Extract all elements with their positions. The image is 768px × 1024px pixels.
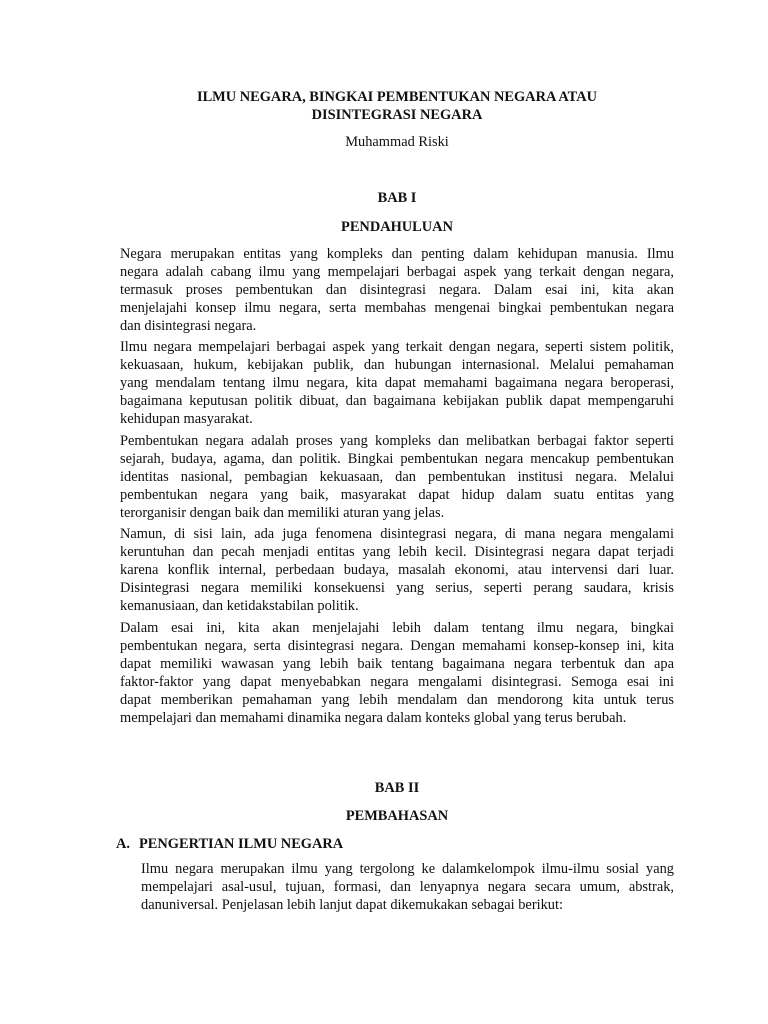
paragraph-line: terorganisir dengan baik dan memiliki aturan yang jelas. bbox=[120, 505, 445, 522]
paragraph bbox=[120, 619, 674, 728]
paragraph bbox=[120, 338, 674, 428]
paragraph-line: identitas nasional, pembagian kekuasaan, dan pembentukan institusi negara. Melalui bbox=[120, 469, 674, 486]
paragraph-line: dapat memiliki wawasan yang lebih baik tentang bagaimana negara terbentuk dan apa bbox=[120, 656, 674, 673]
chapter-title: PEMBAHASAN bbox=[345, 808, 449, 824]
paragraph-line: Ilmu negara mempelajari berbagai aspek yang terkait dengan negara, seperti sistem politik, bbox=[120, 339, 674, 355]
document-title bbox=[120, 88, 674, 124]
paragraph bbox=[141, 860, 674, 914]
paragraph-line: Ilmu negara merupakan ilmu yang tergolong ke dalamkelompok ilmu-ilmu sosial yang bbox=[141, 861, 674, 877]
paragraph-line: pembentukan negara, serta disintegrasi negara. Dengan memahami konsep-konsep ini, kita bbox=[120, 638, 674, 655]
paragraph-line: Pembentukan negara adalah proses yang kompleks dan melibatkan berbagai faktor seperti bbox=[120, 433, 674, 449]
paragraph-line: sejarah, budaya, agama, dan politik. Bingkai pembentukan negara mencakup pembentukan bbox=[120, 451, 674, 468]
paragraph bbox=[120, 432, 674, 522]
paragraph-line: Disintegrasi negara memiliki konsekuensi yang serius, seperti perang saudara, krisis bbox=[120, 580, 674, 597]
chapter-number: BAB II bbox=[374, 780, 420, 796]
paragraph-line: bagaimana keputusan politik dibuat, dan bagaimana kebijakan publik dapat mempengaruhi bbox=[120, 393, 674, 410]
paragraph-line: pembentukan negara yang baik, masyarakat dapat hidup dalam suatu entitas yang bbox=[120, 487, 674, 504]
section-marker: A. bbox=[116, 836, 130, 852]
paragraph bbox=[120, 525, 674, 615]
paragraph-line: danuniversal. Penjelasan lebih lanjut dapat dikemukakan sebagai berikut: bbox=[141, 897, 563, 914]
paragraph-line: kehidupan masyarakat. bbox=[120, 411, 253, 428]
paragraph-line: Namun, di sisi lain, ada juga fenomena disintegrasi negara, di mana negara mengalami bbox=[120, 526, 674, 542]
paragraph-line: kemanusiaan, dan ketidakstabilan politik. bbox=[120, 598, 359, 615]
paragraph-line: dan disintegrasi negara. bbox=[120, 318, 257, 335]
paragraph-line: negara adalah cabang ilmu yang mempelajari berbagai aspek yang terkait dengan negara, bbox=[120, 264, 674, 281]
paragraph-line: keruntuhan dan pecah menjadi entitas yang lebih kecil. Disintegrasi negara dapat terjadi bbox=[120, 544, 674, 561]
chapter-number: BAB I bbox=[377, 190, 417, 206]
title-line: ILMU NEGARA, BINGKAI PEMBENTUKAN NEGARA ATAU bbox=[196, 89, 598, 105]
paragraph-line: yang mendalam tentang ilmu negara, kita dapat memahami bagaimana negara beroperasi, bbox=[120, 375, 674, 392]
paragraph bbox=[120, 245, 674, 335]
title-line: DISINTEGRASI NEGARA bbox=[311, 107, 483, 123]
paragraph-line: karena konflik internal, perbedaan budaya, masalah ekonomi, atau intervensi dari luar. bbox=[120, 562, 674, 579]
paragraph-line: Negara merupakan entitas yang kompleks dan penting dalam kehidupan manusia. Ilmu bbox=[120, 246, 674, 262]
paragraph-line: faktor-faktor yang dapat menyebabkan negara mengalami disintegrasi. Semoga esai ini bbox=[120, 674, 674, 691]
section-heading bbox=[116, 835, 343, 853]
paragraph-line: kekuasaan, hukum, kebijakan publik, dan hubungan internasional. Melalui pemahaman bbox=[120, 357, 674, 374]
author-name: Muhammad Riski bbox=[345, 134, 449, 150]
paragraph-line: dapat memberikan pemahaman yang lebih mendalam dan mendorong kita untuk terus bbox=[120, 692, 674, 709]
paragraph-line: menjelajahi konsep ilmu negara, serta membahas mengenai bingkai pembentukan negara bbox=[120, 300, 674, 317]
chapter-title: PENDAHULUAN bbox=[341, 219, 453, 235]
paragraph-line: termasuk proses pembentukan dan disintegrasi negara. Dalam esai ini, kita akan bbox=[120, 282, 674, 299]
paragraph-line: mempelajari dan memahami dinamika negara dalam konteks global yang terus berubah. bbox=[120, 710, 627, 727]
paragraph-line: mempelajari asal-usul, tujuan, formasi, dan lenyapnya negara secara umum, abstrak, bbox=[141, 879, 674, 896]
section-title: PENGERTIAN ILMU NEGARA bbox=[139, 836, 344, 852]
paragraph-line: Dalam esai ini, kita akan menjelajahi lebih dalam tentang ilmu negara, bingkai bbox=[120, 620, 674, 636]
